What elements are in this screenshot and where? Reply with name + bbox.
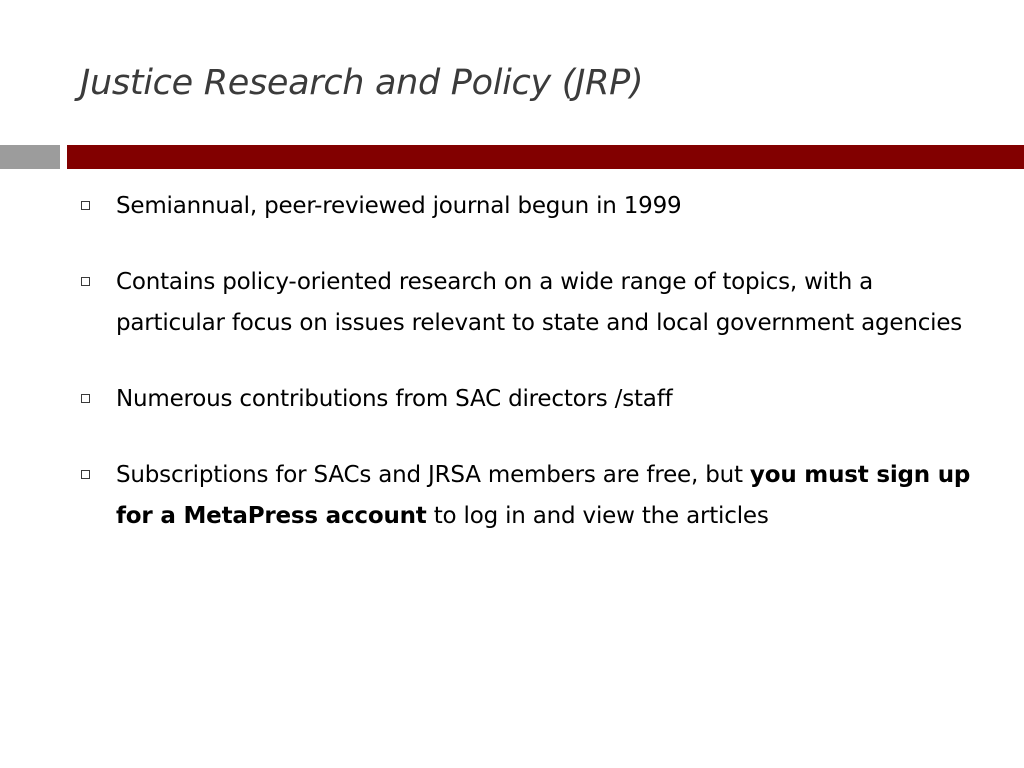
bullet-item-journal: [80, 186, 980, 227]
bullet-text-end: to log in and view the articles: [426, 503, 769, 529]
bullet-list: [80, 186, 980, 572]
bullet-text-emphasis: you must sign up for a MetaPress account: [116, 462, 971, 529]
bullet-text: Numerous contributions from SAC directors /staff: [116, 386, 673, 412]
title-underline-accent-bar: [67, 145, 1024, 169]
bullet-item-subscriptions: [80, 455, 980, 537]
square-bullet-icon: [81, 470, 90, 479]
bullet-text-start: Subscriptions for SACs and JRSA members are free, but: [116, 462, 750, 488]
square-bullet-icon: [81, 394, 90, 403]
bullet-item-contributions: [80, 379, 980, 420]
bullet-text: Contains policy-oriented research on a wide range of topics, with a particular focus on issues relevant to state and local government agencies: [116, 269, 963, 336]
square-bullet-icon: [81, 201, 90, 210]
slide-title: Justice Research and Policy (JRP): [80, 63, 644, 103]
bullet-text: Semiannual, peer-reviewed journal begun in 1999: [116, 193, 682, 219]
square-bullet-icon: [81, 277, 90, 286]
bullet-item-research: [80, 262, 980, 344]
title-underline-gray-block: [0, 145, 60, 169]
